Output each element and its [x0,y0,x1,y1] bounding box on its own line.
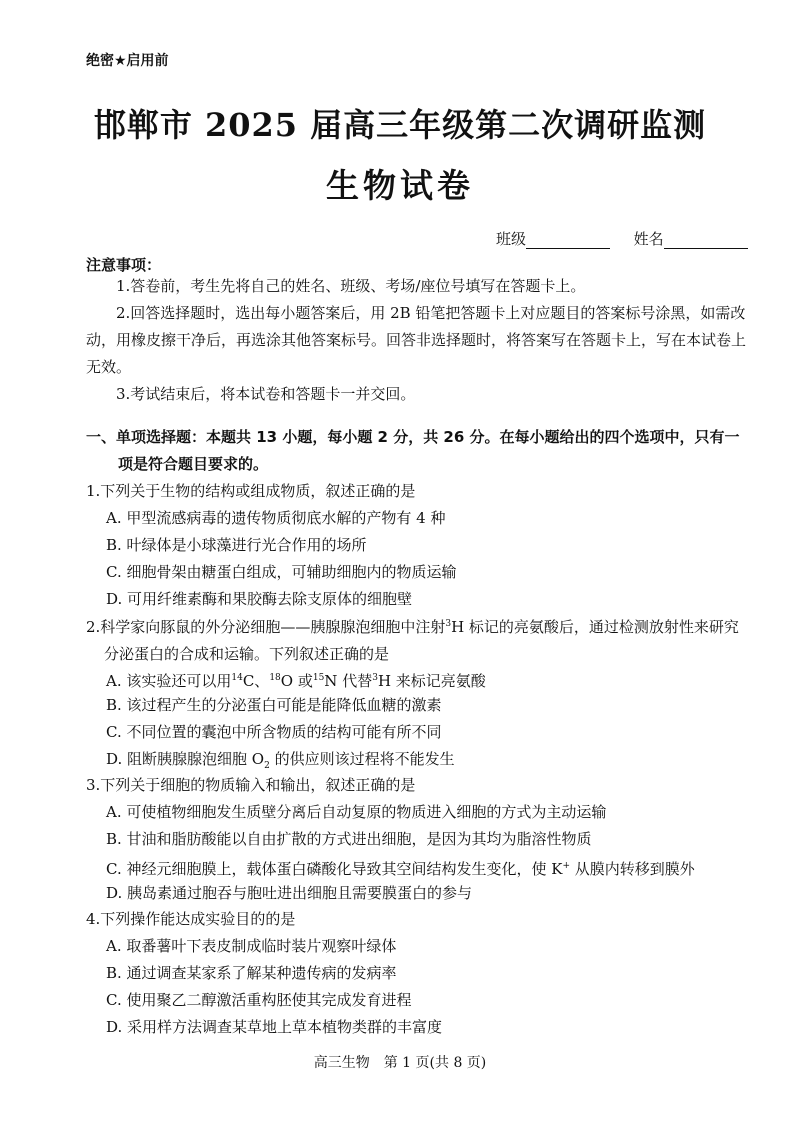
question-2-stem: 2.科学家向豚鼠的外分泌细胞——胰腺腺泡细胞中注射$^3$H 标记的亮氨酸后，通过检测放射性来研究分泌蛋白的合成和运输。下列叙述正确的是 [86,618,739,663]
question-3-option-d[interactable]: D. 胰岛素通过胞吞与胞吐进出细胞且需要膜蛋白的参与 [106,884,473,902]
student-info-fields [496,228,748,249]
page-footer: 高三生物 第 1 页(共 8 页) [313,1055,487,1071]
name-label: 姓名 [633,230,664,248]
notice-item-1: 1.答卷前，考生先将自己的姓名、班级、考场/座位号填写在答题卡上。 [116,277,586,295]
class-label: 班级 [496,230,527,248]
question-2-option-c[interactable]: C. 不同位置的囊泡中所含物质的结构可能有所不同 [106,723,442,741]
question-3-option-a[interactable]: A. 可使植物细胞发生质壁分离后自动复原的物质进入细胞的方式为主动运输 [106,803,607,821]
section-heading: 一、单项选择题：本题共 13 小题，每小题 2 分，共 26 分。在每小题给出的四个选项中，只有一项是符合题目要求的。 [86,428,740,473]
name-blank[interactable] [664,232,748,249]
question-2-option-d[interactable]: D. 阻断胰腺腺泡细胞 $O_2$ 的供应则该过程将不能发生 [106,750,455,771]
question-2-option-a[interactable]: A. 该实验还可以用$^{14}$C、$^{18}$O 或$^{15}$N 代替$^3$H 来标记亮氨酸 [106,672,486,690]
notice-item-3: 3.考试结束后，将本试卷和答题卡一并交回。 [116,385,416,403]
question-2-option-b[interactable]: B. 该过程产生的分泌蛋白可能是能降低血糖的激素 [106,696,442,714]
question-3-option-c[interactable]: C. 神经元细胞膜上，载体蛋白磷酸化导致其空间结构发生变化，使 K+ 从膜内转移到膜外 [106,860,695,878]
question-3-option-b[interactable]: B. 甘油和脂肪酸能以自由扩散的方式进出细胞，是因为其均为脂溶性物质 [106,830,592,848]
question-4-option-c[interactable]: C. 使用聚乙二醇激活重构胚使其完成发育进程 [106,991,412,1009]
question-1-option-c[interactable]: C. 细胞骨架由糖蛋白组成，可辅助细胞内的物质运输 [106,563,457,581]
exam-subject-title: 生物试卷 [326,166,474,205]
notice-item-2: 2.回答选择题时，选出每小题答案后，用 2B 铅笔把答题卡上对应题目的答案标号涂黑，如需改动，用橡皮擦干净后，再选涂其他答案标号。回答非选择题时，将答案写在答题卡上，写在本试卷上无效。 [86,304,747,376]
exam-title: 邯郸市 2025 届高三年级第二次调研监测 [93,106,707,144]
question-4-option-a[interactable]: A. 取番薯叶下表皮制成临时装片观察叶绿体 [106,937,397,955]
question-4-option-d[interactable]: D. 采用样方法调查某草地上草本植物类群的丰富度 [106,1018,443,1036]
question-3-stem: 3.下列关于细胞的物质输入和输出，叙述正确的是 [86,776,416,794]
notice-heading: 注意事项： [86,256,162,274]
question-1-option-b[interactable]: B. 叶绿体是小球藻进行光合作用的场所 [106,536,367,554]
question-1-stem: 1.下列关于生物的结构或组成物质，叙述正确的是 [86,482,416,500]
question-1-option-a[interactable]: A. 甲型流感病毒的遗传物质彻底水解的产物有 4 种 [106,509,446,527]
question-4-option-b[interactable]: B. 通过调查某家系了解某种遗传病的发病率 [106,964,397,982]
class-blank[interactable] [526,232,610,249]
confidential-label: 绝密★启用前 [86,53,169,69]
question-4-stem: 4.下列操作能达成实验目的的是 [86,910,296,928]
question-1-option-d[interactable]: D. 可用纤维素酶和果胶酶去除支原体的细胞壁 [106,590,413,608]
